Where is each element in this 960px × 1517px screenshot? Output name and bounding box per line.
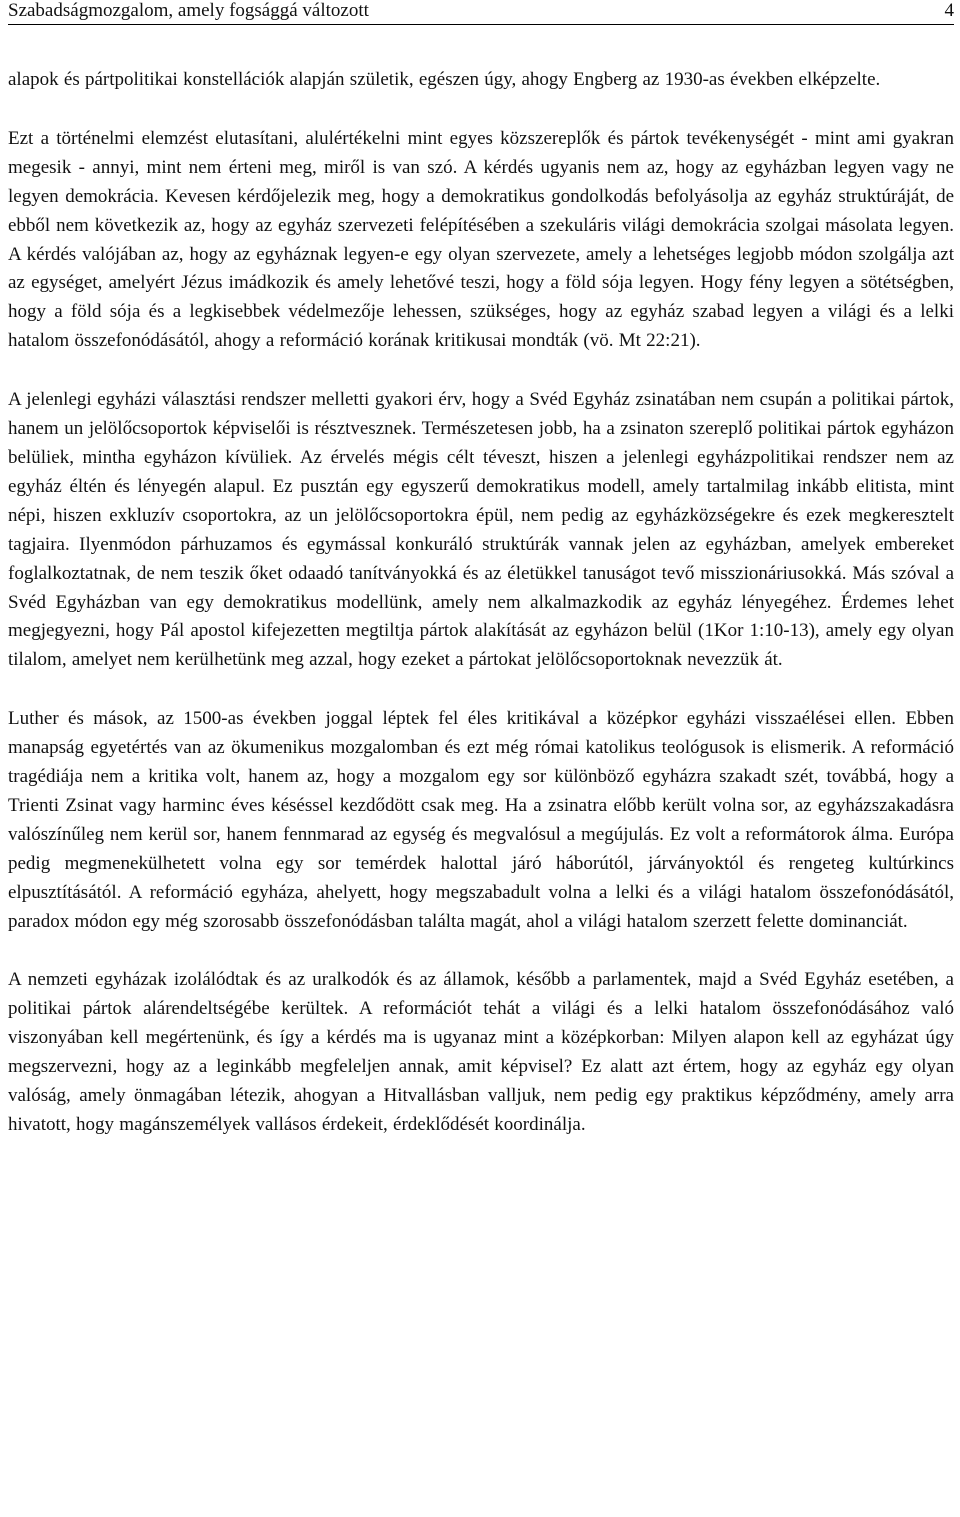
document-page xyxy=(8,0,954,1170)
document-body xyxy=(8,66,954,1140)
paragraph-2: Ezt a történelmi elemzést elutasítani, alulértékelni mint egyes közszereplők és pártok tevékenységét - mint ami gyakran megesik - annyi, mint nem érteni meg, miről is van szó. A kérdés ugyanis nem az, hogy az egyházban legyen vagy ne legyen demokrácia. Kevesen kérdőjelezik meg, hogy a demokratikus gondolkodás befolyásolja az egyház struktúráját, de ebből nem következik az, hogy az egyház szervezeti felépítésében a szekuláris világi demokrácia szolgai másolata legyen. A kérdés valójában az, hogy az egyháznak legyen-e egy olyan szervezete, amely a lehetséges legjobb módon szolgálja azt az egységet, amelyért Jézus imádkozik és amely lehetővé teszi, hogy a föld sója legyen. Hogy fény legyen a sötétségben, hogy a föld sója és a legkisebbek védelmezője lehessen, szükséges, hogy az egyház szabad legyen a világi és a lelki hatalom összefonódásától, ahogy a reformáció korának kritikusai mondták (vö. Mt 22:21). xyxy=(8,127,954,352)
page-number: 4 xyxy=(944,0,954,21)
running-header xyxy=(8,0,954,25)
paragraph-5: A nemzeti egyházak izolálódtak és az uralkodók és az államok, később a parlamentek, majd a Svéd Egyház esetében, a politikai pártok alárendeltségébe kerültek. A reformációt tehát a világi és a lelki hatalom összefonódásához való viszonyában kell megértenünk, és így a kérdés ma is ugyanaz mint a középkorban: Milyen alapon kell az egyházat úgy megszervezni, hogy az a leginkább megfeleljen annak, amit képvisel? Ez alatt azt értem, hogy az egyház egy olyan valóság, amely önmagában létezik, ahogyan a Hitvallásban valljuk, nem pedig egy praktikus képződmény, amely arra hivatott, hogy magánszemélyek vallásos érdekeit, érdeklődését koordinálja. xyxy=(8,969,954,1135)
header-title: Szabadságmozgalom, amely fogsággá változott xyxy=(8,0,369,21)
paragraph-3: A jelenlegi egyházi választási rendszer melletti gyakori érv, hogy a Svéd Egyház zsinatában nem csupán a politikai pártok, hanem un jelölőcsoportok képviselői is résztvesznek. Természetesen jobb, ha a zsinaton szereplő politikai pártok egyházon belüliek, mintha egyházon kívüliek. Az érvelés mégis célt téveszt, hiszen a jelenlegi egyházpolitikai rendszer nem az egyház éltén és lényegén alapul. Ez pusztán egy egyszerű demokratikus modell, amely tartalmilag inkább elitista, mint népi, hiszen exkluzív csoportokra, az un jelölőcsoportokra épül, nem pedig az egyházközségekre és ezek megkeresztelt tagjaira. Ilyenmódon párhuzamos és egymással konkuráló struktúrák vannak jelen az egyházban, amelyek embereket foglalkoztatnak, de nem teszik őket odaadó tanítványokká és az életükkel tanuságot tevő misszionáriusokká. Más szóval a Svéd Egyházban van egy demokratikus modellünk, amely nem alkalmazkodik az egyház lényegéhez. Érdemes lehet megjegyezni, hogy Pál apostol kifejezetten megtiltja pártok alakítását az egyházon belül (1Kor 1:10-13), amely egy olyan tilalom, amelyet nem kerülhetünk meg azzal, hogy ezeket a pártokat jelölőcsoportoknak nevezzük át. xyxy=(8,389,954,671)
paragraph-4: Luther és mások, az 1500-as években joggal léptek fel éles kritikával a középkor egyházi visszaélései ellen. Ebben manapság egyetértés van az ökumenikus mozgalomban és ezt még római katolikus teológusok is elismerik. A reformáció tragédiája nem a kritika volt, hanem az, hogy a mozgalom egy sor különböző egyházra szakadt szét, továbbá, hogy a Trienti Zsinat vagy harminc éves késéssel kezdődött csak meg. Ha a zsinatra előbb került volna sor, az egyházszakadásra valószínűleg nem kerül sor, hanem fennmarad az egység és megvalósul a megújulás. Ez volt a reformátorok álma. Európa pedig megmenekülhetett volna egy sor temérdek halottal járó háborútól, járványoktól és rengeteg kultúrkincs elpusztításától. A reformáció egyháza, ahelyett, hogy megszabadult volna a lelki és a világi hatalom összefonódásától, paradox módon egy még szorosabb összefonódásban találta magát, ahol a világi hatalom szerzett felette dominanciát. xyxy=(8,708,954,932)
paragraph-1: alapok és pártpolitikai konstellációk alapján születik, egészen úgy, ahogy Engberg az 1930-as években elképzelte. xyxy=(8,69,881,90)
